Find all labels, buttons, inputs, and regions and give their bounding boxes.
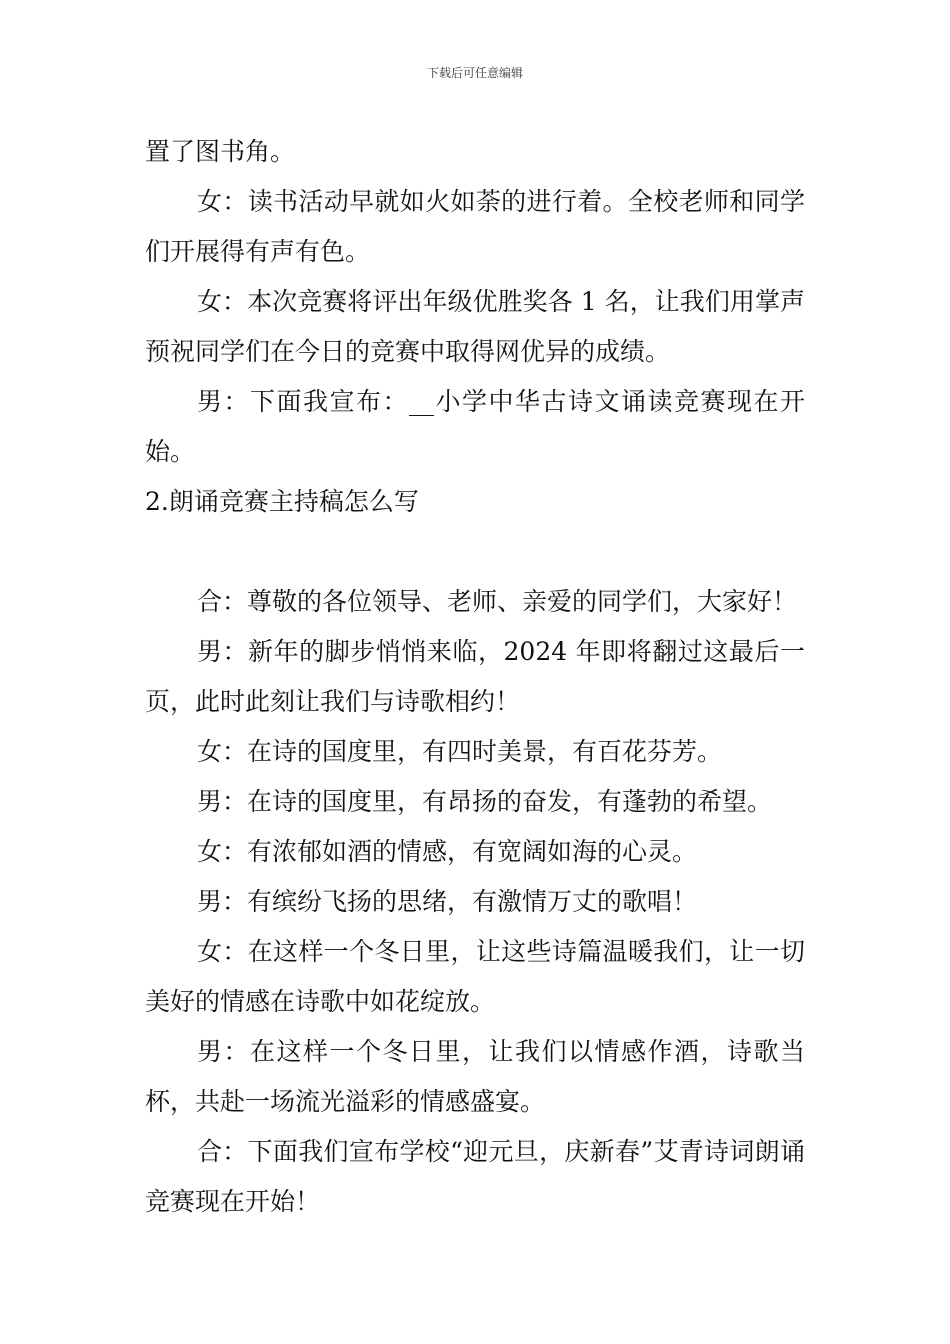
paragraph: 合：尊敬的各位领导、老师、亲爱的同学们，大家好！ (197, 587, 798, 616)
paragraph: 男：在诗的国度里，有昂扬的奋发，有蓬勃的希望。 (197, 787, 773, 816)
paragraph: 女：本次竞赛将评出年级优胜奖各 1 名，让我们用掌声预祝同学们在今日的竞赛中取得网优异的成绩。 (145, 287, 805, 366)
paragraph: 合：下面我们宣布学校“迎元旦，庆新春”艾青诗词朗诵竞赛现在开始！ (145, 1137, 805, 1216)
section-heading: 2.朗诵竞赛主持稿怎么写 (145, 487, 419, 516)
paragraph: 男：有缤纷飞扬的思绪，有激情万丈的歌唱！ (197, 887, 698, 916)
blank-line (145, 527, 805, 577)
paragraph: 女：在诗的国度里，有四时美景，有百花芬芳。 (197, 737, 723, 766)
paragraph: 女：有浓郁如酒的情感，有宽阔如海的心灵。 (197, 837, 698, 866)
paragraph: 女：读书活动早就如火如荼的进行着。全校老师和同学们开展得有声有色。 (145, 187, 805, 266)
paragraph: 男：在这样一个冬日里，让我们以情感作酒，诗歌当杯，共赴一场流光溢彩的情感盛宴。 (145, 1037, 805, 1116)
paragraph: 置了图书角。 (145, 137, 296, 166)
paragraph: 女：在这样一个冬日里，让这些诗篇温暖我们，让一切美好的情感在诗歌中如花绽放。 (145, 937, 805, 1016)
document-body (145, 127, 805, 1227)
header-note: 下载后可任意编辑 (426, 66, 523, 80)
paragraph: 男：新年的脚步悄悄来临，2024 年即将翻过这最后一页，此时此刻让我们与诗歌相约！ (145, 637, 805, 716)
paragraph: 男：下面我宣布：__小学中华古诗文诵读竞赛现在开始。 (145, 387, 805, 466)
